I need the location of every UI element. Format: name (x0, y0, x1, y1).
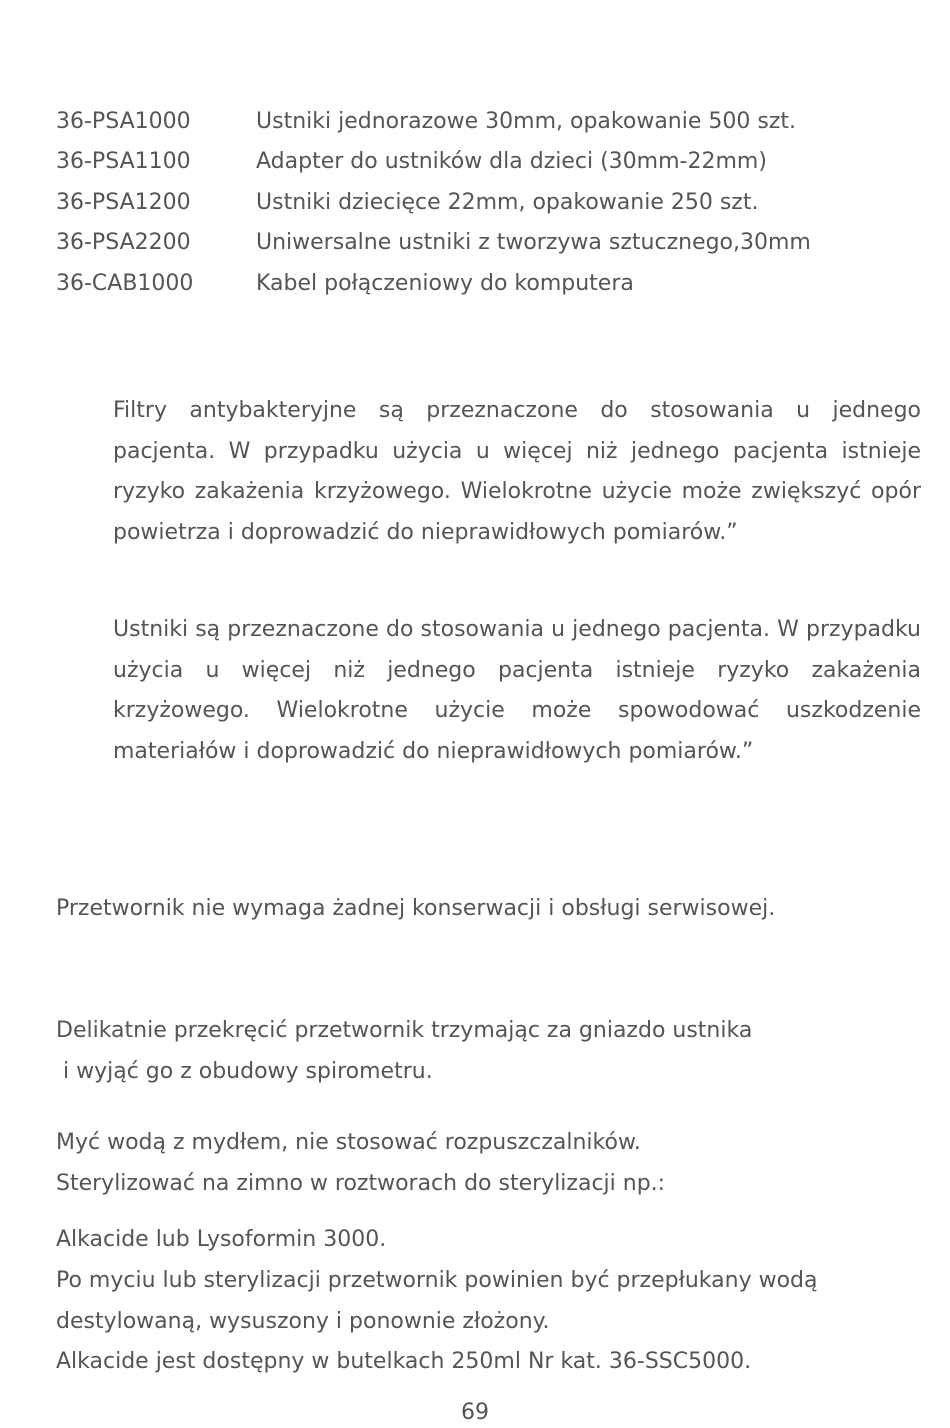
removal-instruction-line: i wyjąć go z obudowy spirometru. (56, 1059, 433, 1084)
maintenance-text: Przetwornik nie wymaga żadnej konserwacji i obsługi serwisowej. (56, 896, 776, 921)
part-description: Kabel połączeniowy do komputera (256, 271, 634, 296)
cleaning-instruction-line: Myć wodą z mydłem, nie stosować rozpuszczalników. (56, 1130, 641, 1155)
part-code: 36-PSA1200 (56, 190, 191, 215)
part-code: 36-PSA2200 (56, 230, 191, 255)
parts-list-row (56, 102, 936, 142)
page-number: 69 (461, 1400, 489, 1425)
part-description: Ustniki jednorazowe 30mm, opakowanie 500 szt. (256, 109, 796, 134)
removal-instruction-line: Delikatnie przekręcić przetwornik trzymając za gniazdo ustnika (56, 1018, 753, 1043)
parts-list-row (56, 223, 936, 263)
part-description: Ustniki dziecięce 22mm, opakowanie 250 szt. (256, 190, 759, 215)
cleaning-instruction-line: Alkacide lub Lysoformin 3000. (56, 1227, 387, 1252)
part-code: 36-PSA1000 (56, 109, 191, 134)
cleaning-instruction-line: destylowaną, wysuszony i ponownie złożony. (56, 1309, 550, 1334)
filter-warning-paragraph: Filtry antybakteryjne są przeznaczone do stosowania u jednego pacjenta. W przypadku użycia u więcej niż jednego pacjenta istnieje ryzyko zakażenia krzyżowego. Wielokrotne użycie może zwiększyć opór powietrza i doprowadzić do nieprawidłowych pomiarów.” (113, 398, 921, 545)
cleaning-instruction-line: Alkacide jest dostępny w butelkach 250ml Nr kat. 36-SSC5000. (56, 1349, 752, 1374)
part-description: Uniwersalne ustniki z tworzywa sztucznego,30mm (256, 230, 811, 255)
cleaning-instruction-line: Po myciu lub sterylizacji przetwornik powinien być przepłukany wodą (56, 1268, 818, 1293)
parts-list-row (56, 183, 936, 223)
part-code: 36-PSA1100 (56, 149, 191, 174)
parts-list-row (56, 142, 936, 182)
parts-list-row (56, 264, 936, 304)
mouthpiece-warning-paragraph: Ustniki są przeznaczone do stosowania u jednego pacjenta. W przypadku użycia u więcej niż jednego pacjenta istnieje ryzyko zakażenia krzyżowego. Wielokrotne użycie może spowodować uszkodzenie materiałów i doprowadzić do nieprawidłowych pomiarów.” (113, 617, 921, 764)
part-description: Adapter do ustników dla dzieci (30mm-22mm) (256, 149, 767, 174)
cleaning-instruction-line: Sterylizować na zimno w roztworach do sterylizacji np.: (56, 1171, 666, 1196)
part-code: 36-CAB1000 (56, 271, 194, 296)
